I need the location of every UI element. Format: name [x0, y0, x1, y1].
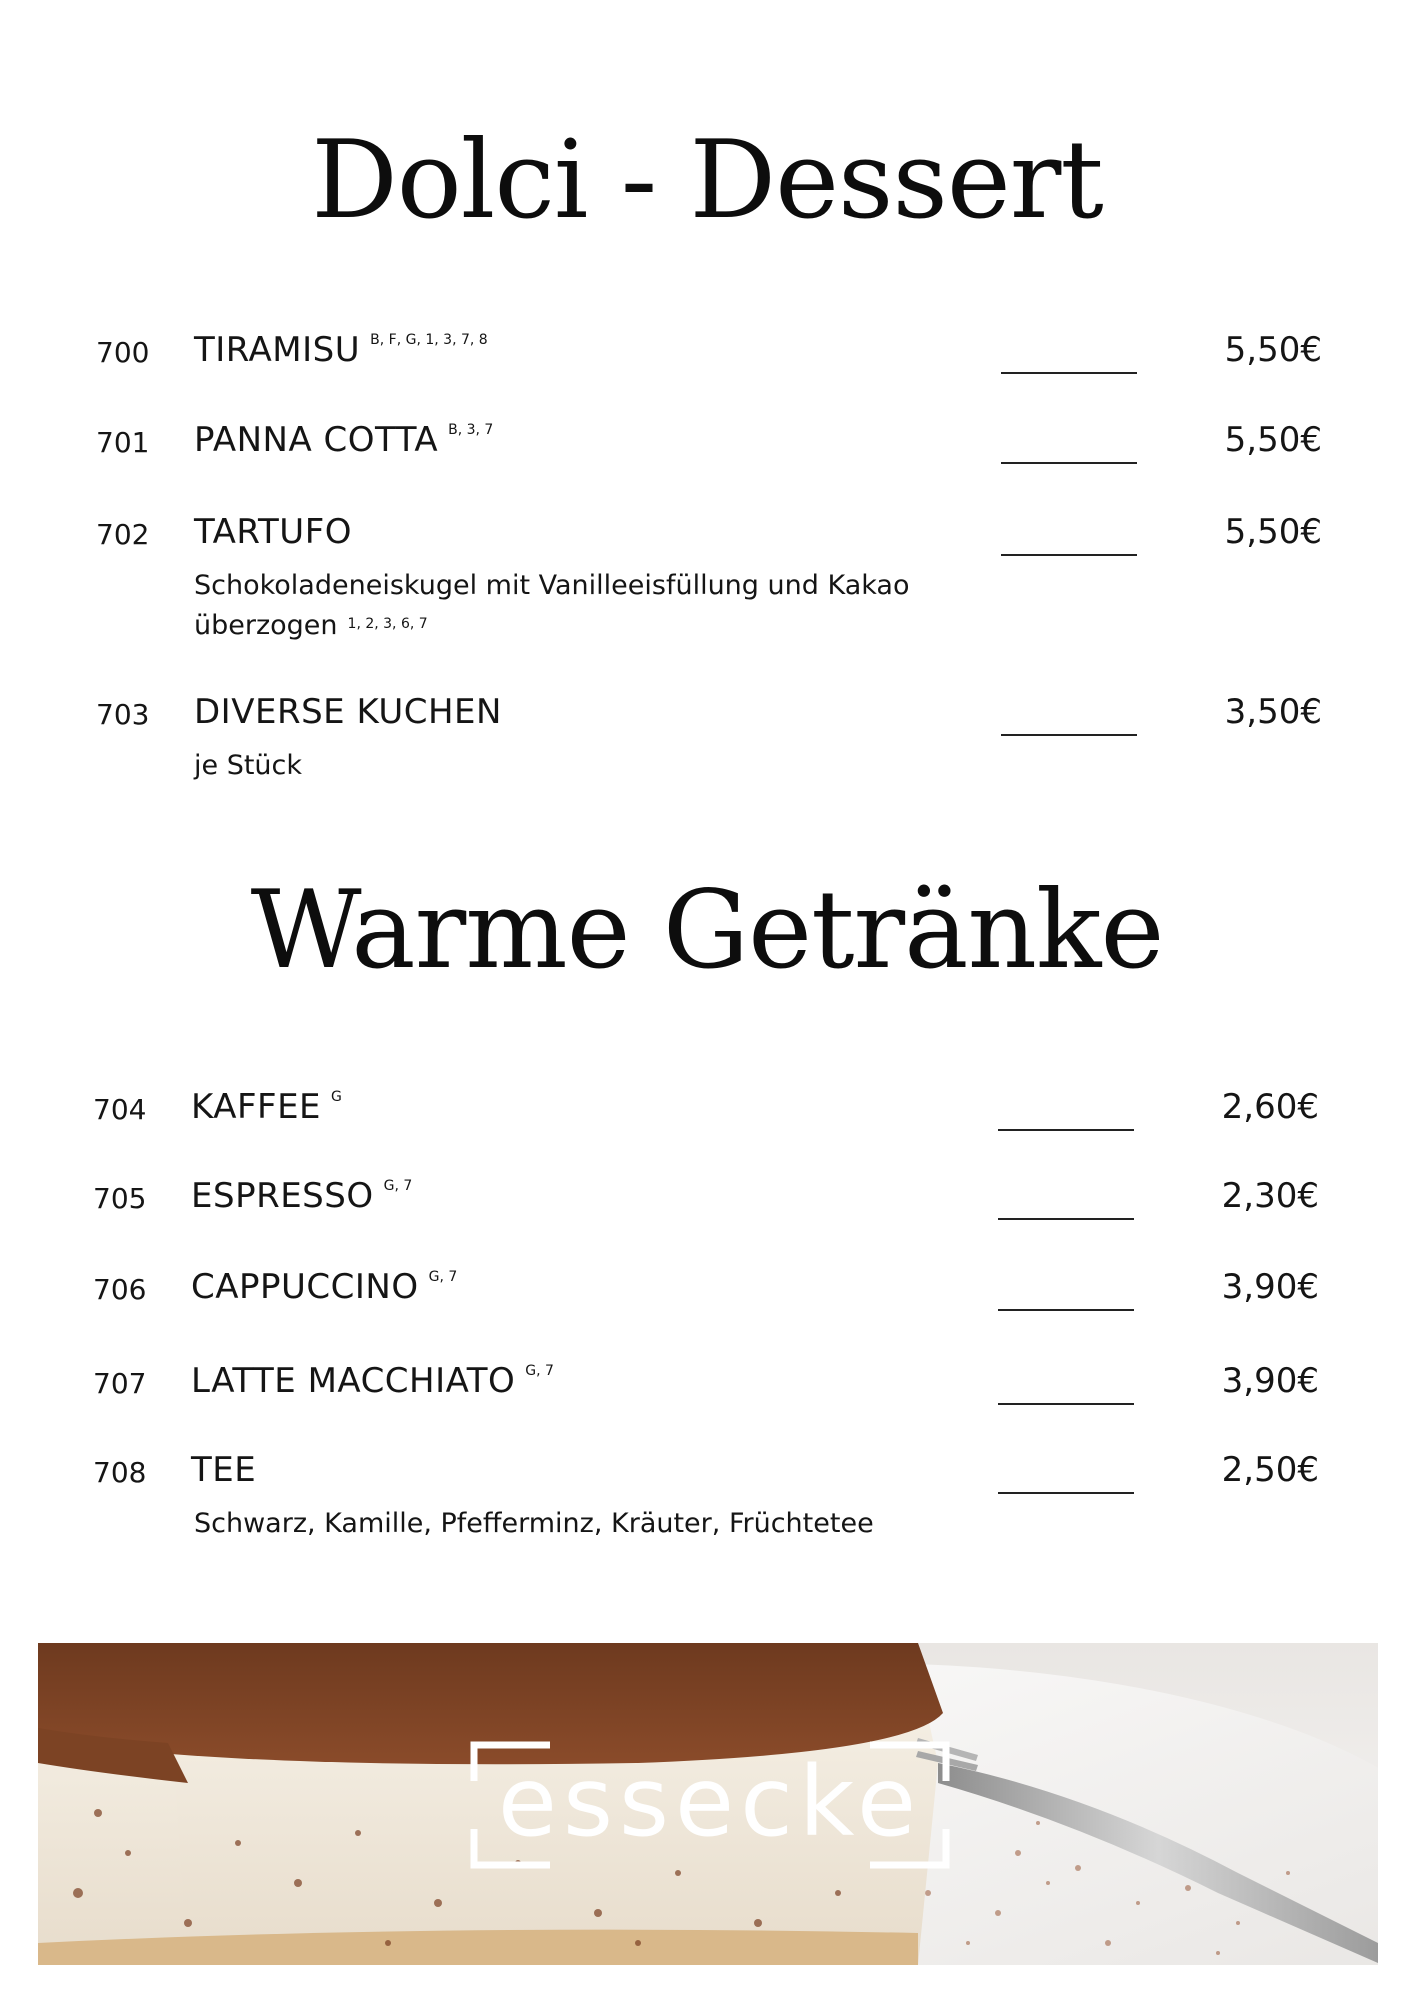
- item-name-container: [191, 1361, 554, 1401]
- item-description: je Stück: [194, 750, 303, 781]
- section-title-warm-drinks: Warme Getränke: [250, 868, 1164, 993]
- item-name-container: [194, 420, 493, 460]
- item-number: 705: [93, 1182, 147, 1215]
- item-name: TIRAMISU: [194, 330, 361, 370]
- item-number: 702: [96, 518, 150, 551]
- item-price: 2,30€: [1221, 1176, 1319, 1216]
- price-leader-line: [998, 1309, 1134, 1311]
- price-leader-line: [998, 1129, 1134, 1131]
- item-name: DIVERSE KUCHEN: [194, 692, 502, 732]
- item-name: ESPRESSO: [191, 1176, 374, 1216]
- item-number: 703: [96, 698, 150, 731]
- price-leader-line: [1001, 734, 1137, 736]
- item-description-container: [194, 746, 994, 786]
- item-number: 704: [93, 1093, 147, 1126]
- item-name-container: [194, 512, 352, 552]
- item-price: 2,50€: [1221, 1450, 1319, 1490]
- item-name-container: [194, 692, 502, 732]
- item-allergens: G, 7: [383, 1178, 413, 1194]
- item-description: Schwarz, Kamille, Pfefferminz, Kräuter, Früchtetee: [194, 1508, 874, 1539]
- item-description: Schokoladeneiskugel mit Vanilleeisfüllung und Kakao überzogen: [194, 570, 910, 641]
- item-name: KAFFEE: [191, 1087, 322, 1127]
- item-price: 3,90€: [1221, 1361, 1319, 1401]
- item-name: CAPPUCCINO: [191, 1267, 419, 1307]
- item-description-allergens: 1, 2, 3, 6, 7: [347, 616, 428, 632]
- item-name-container: [191, 1450, 256, 1490]
- item-number: 706: [93, 1273, 147, 1306]
- item-description-container: [194, 566, 994, 646]
- item-allergens: G: [331, 1089, 342, 1105]
- item-price: 5,50€: [1224, 330, 1322, 370]
- tiramisu-photo-banner: [38, 1643, 1378, 1965]
- item-price: 5,50€: [1224, 420, 1322, 460]
- item-number: 707: [93, 1367, 147, 1400]
- item-allergens: B, 3, 7: [448, 422, 494, 438]
- item-number: 708: [93, 1456, 147, 1489]
- price-leader-line: [998, 1218, 1134, 1220]
- item-number: 701: [96, 426, 150, 459]
- item-price: 2,60€: [1221, 1087, 1319, 1127]
- price-leader-line: [1001, 372, 1137, 374]
- essecke-logo: [470, 1741, 950, 1869]
- price-leader-line: [1001, 462, 1137, 464]
- price-leader-line: [998, 1403, 1134, 1405]
- item-price: 3,50€: [1224, 692, 1322, 732]
- item-name-container: [191, 1087, 342, 1127]
- item-allergens: B, F, G, 1, 3, 7, 8: [370, 332, 488, 348]
- item-name: TARTUFO: [194, 512, 353, 552]
- item-name: LATTE MACCHIATO: [191, 1361, 516, 1401]
- item-allergens: G, 7: [525, 1363, 554, 1379]
- item-allergens: G, 7: [428, 1269, 458, 1285]
- item-price: 5,50€: [1224, 512, 1322, 552]
- item-name-container: [194, 330, 488, 370]
- logo-wordmark: essecke: [497, 1746, 923, 1858]
- price-leader-line: [1001, 554, 1137, 556]
- item-name-container: [191, 1176, 412, 1216]
- section-title-dolci: Dolci - Dessert: [311, 118, 1103, 243]
- item-name-container: [191, 1267, 457, 1307]
- item-description-container: [194, 1504, 994, 1544]
- item-number: 700: [96, 336, 150, 369]
- item-price: 3,90€: [1221, 1267, 1319, 1307]
- item-name: TEE: [191, 1450, 257, 1490]
- price-leader-line: [998, 1492, 1134, 1494]
- item-name: PANNA COTTA: [194, 420, 439, 460]
